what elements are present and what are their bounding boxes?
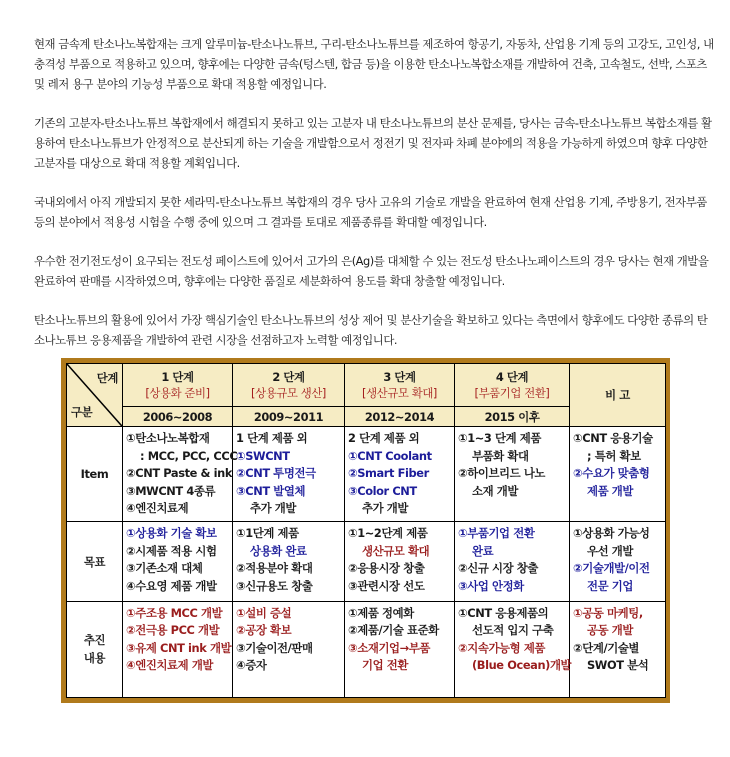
row-label: Item — [67, 427, 123, 522]
cell-line: ①CNT Coolant — [348, 448, 432, 463]
cell-line: 2 단계 제품 외 — [348, 431, 420, 446]
paragraph-5: 탄소나노튜브의 활용에 있어서 가장 핵심기술인 탄소나노튜브의 성상 제어 및 분산기술을 확보하고 있다는 측면에서 향후에도 다양한 종류의 탄소나노튜브 응용제품을 개발하여 관련 시장을 선점하고자 노력할 예정입니다. — [34, 313, 708, 347]
stage-1-years: 2006~2008 — [123, 407, 233, 427]
stage-3-years: 2012~2014 — [345, 407, 455, 427]
remarks-header: 비 고 — [570, 364, 666, 427]
cell-line: ③소재기업→부품 — [348, 640, 431, 655]
cell-line: ①상용화 가능성 — [573, 526, 650, 541]
cell-line: 기업 전환 — [362, 658, 408, 673]
table-cell — [345, 522, 455, 601]
cell-line: ①1~2단계 제품 — [348, 526, 428, 541]
cell-line: ④수요영 제품 개발 — [126, 578, 217, 593]
cell-line: ②CNT 투명전극 — [236, 466, 316, 481]
table-cell — [455, 601, 570, 697]
cell-line: ②제품/기술 표준화 — [348, 623, 439, 638]
cell-line: 추가 개발 — [362, 501, 408, 516]
paragraph-4: 우수한 전기전도성이 요구되는 전도성 페이스트에 있어서 고가의 은(Ag)를 대체할 수 있는 전도성 탄소나노페이스트의 경우 당사는 현재 개발을 완료하여 판매를 시작하였으며, 향후에는 다양한 품질로 세분화하여 용도를 확대 창출할 예정입니다. — [34, 254, 709, 288]
cell-line: ①공동 마케팅, — [573, 605, 643, 620]
stage-3-subtitle: [생산규모 확대] — [362, 386, 437, 401]
cell-line: ①SWCNT — [236, 448, 290, 463]
stage-4-header — [455, 364, 570, 407]
cell-line: ①탄소나노복합재 — [126, 431, 210, 446]
cell-line: 소재 개발 — [472, 483, 518, 498]
table-row-item — [67, 427, 666, 522]
cell-line: ②Smart Fiber — [348, 466, 429, 481]
table-cell — [233, 522, 345, 601]
cell-line: ①CNT 응용기술 — [573, 431, 653, 446]
table-cell — [345, 601, 455, 697]
stage-4-years: 2015 이후 — [455, 407, 570, 427]
table-cell — [455, 522, 570, 601]
stage-1-subtitle: [상용화 준비] — [145, 386, 210, 401]
cell-line: ③신규용도 창출 — [236, 578, 313, 593]
cell-line: ③CNT 발열체 — [236, 483, 306, 498]
corner-stage-label: 단계 — [96, 371, 118, 385]
cell-line: : MCC, PCC, CCC — [140, 448, 238, 463]
cell-line: ①설비 증설 — [236, 605, 292, 620]
table-cell — [455, 427, 570, 522]
cell-line: ③유제 CNT ink 개발 — [126, 640, 232, 655]
row-label: 추진 내용 — [67, 601, 123, 697]
table-row-goal — [67, 522, 666, 601]
table-cell — [570, 601, 666, 697]
row-label: 목표 — [67, 522, 123, 601]
cell-line: ②단계/기술별 — [573, 640, 640, 655]
table-cell — [345, 427, 455, 522]
corner-header — [67, 364, 123, 427]
cell-line: 생산규모 확대 — [362, 543, 430, 558]
cell-line: ④엔진치료제 개발 — [126, 658, 214, 673]
cell-line: ④증자 — [236, 658, 267, 673]
cell-line: ③기술이전/판매 — [236, 640, 313, 655]
cell-line: 1 단계 제품 외 — [236, 431, 308, 446]
cell-line: ③사업 안정화 — [458, 578, 524, 593]
intro-text — [34, 34, 714, 350]
cell-line: 완료 — [472, 543, 494, 558]
paragraph-1: 현재 금속계 탄소나노복합재는 크게 알루미늄-탄소나노튜브, 구리-탄소나노튜브를 제조하여 항공기, 자동차, 산업용 기계 등의 고강도, 고인성, 내충격성 부품으로 적용하고 있으며, 향후에는 다양한 금속(텅스텐, 합금 등)을 이용한 탄소나노복합소재를 개발하여 건축, 고속철도, 선박, 스포츠 및 레저 용구 분야의 기능성 부품으로 확대 적용할 예정입니다. — [34, 37, 714, 91]
roadmap-table — [66, 363, 666, 698]
cell-line: ①1~3 단계 제품 — [458, 431, 541, 446]
cell-line: 부품화 확대 — [472, 448, 529, 463]
stage-4-subtitle: [부품기업 전환] — [474, 386, 550, 401]
cell-line: SWOT 분석 — [587, 658, 649, 673]
stage-3-header — [345, 364, 455, 407]
cell-line: ①CNT 응용제품의 — [458, 605, 549, 620]
roadmap-table-frame — [61, 358, 670, 703]
cell-line: 공동 개발 — [587, 623, 633, 638]
cell-line: ②CNT Paste & ink — [126, 466, 233, 481]
table-cell — [570, 522, 666, 601]
cell-line: ②신규 시장 창출 — [458, 561, 538, 576]
stage-2-title: 2 단계 — [272, 370, 305, 385]
cell-line: 제품 개발 — [587, 483, 633, 498]
cell-line: ③관련시장 선도 — [348, 578, 425, 593]
table-cell — [123, 427, 238, 522]
cell-line: ②공장 확보 — [236, 623, 292, 638]
cell-line: ②지속가능형 제품 — [458, 640, 546, 655]
cell-line: ①1단계 제품 — [236, 526, 299, 541]
paragraph-2: 기존의 고분자-탄소나노튜브 복합재에서 해결되지 못하고 있는 고분자 내 탄소나노튜브의 분산 문제를, 당사는 금속-탄소나노튜브 복합소재를 활용하여 탄소나노튜브가 안정적으로 분산되게 하는 기술을 개발함으로서 정전기 및 전자파 차폐 분야에의 적용을 가능하게 하였으며 향후 다양한 고분자를 대상으로 확대 적용할 계획입니다. — [34, 116, 712, 170]
cell-line: ④엔진치료제 — [126, 501, 189, 516]
stage-3-title: 3 단계 — [383, 370, 416, 385]
table-cell — [123, 601, 233, 697]
cell-line: 전문 기업 — [587, 578, 633, 593]
cell-line: 선도적 입지 구축 — [472, 623, 554, 638]
table-cell — [570, 427, 666, 522]
cell-line: ①제품 정예화 — [348, 605, 414, 620]
cell-line: ①부품기업 전환 — [458, 526, 535, 541]
cell-line: ; 특허 확보 — [587, 448, 641, 463]
cell-line: ②응용시장 창출 — [348, 561, 425, 576]
cell-line: ①주조용 MCC 개발 — [126, 605, 223, 620]
cell-line: ③기존소재 대체 — [126, 561, 203, 576]
cell-line: ②시제품 적용 시험 — [126, 543, 217, 558]
stage-2-header — [233, 364, 345, 407]
cell-line: ①상용화 기술 확보 — [126, 526, 217, 541]
stage-4-title: 4 단계 — [495, 370, 529, 385]
cell-line: ②수요가 맞춤형 — [573, 466, 650, 481]
table-cell — [233, 427, 345, 522]
table-row-plan — [67, 601, 666, 697]
cell-line: 추가 개발 — [250, 501, 296, 516]
cell-line: (Blue Ocean)개발 — [472, 658, 572, 673]
cell-line: ②하이브리드 나노 — [458, 466, 546, 481]
cell-line: ②전극용 PCC 개발 — [126, 623, 220, 638]
table-cell — [233, 601, 345, 697]
paragraph-3: 국내외에서 아직 개발되지 못한 세라믹-탄소나노튜브 복합재의 경우 당사 고유의 기술로 개발을 완료하여 현재 산업용 기계, 주방용기, 전자부품 등의 분야에서 적용성 시험을 수행 중에 있으며 그 결과를 토대로 제품종류를 확대할 예정입니다. — [34, 195, 707, 229]
cell-line: ③MWCNT 4종류 — [126, 483, 216, 498]
table-cell — [123, 522, 233, 601]
cell-line: ②적용분야 확대 — [236, 561, 313, 576]
corner-category-label: 구분 — [71, 405, 93, 420]
stage-1-header — [123, 364, 233, 407]
cell-line: ③Color CNT — [348, 483, 417, 498]
stage-2-subtitle: [상용규모 생산] — [251, 386, 326, 401]
cell-line: 상용화 완료 — [250, 543, 307, 558]
cell-line: 우선 개발 — [587, 543, 633, 558]
stage-2-years: 2009~2011 — [233, 407, 345, 427]
cell-line: ②기술개발/이전 — [573, 561, 650, 576]
stage-1-title: 1 단계 — [161, 370, 194, 385]
